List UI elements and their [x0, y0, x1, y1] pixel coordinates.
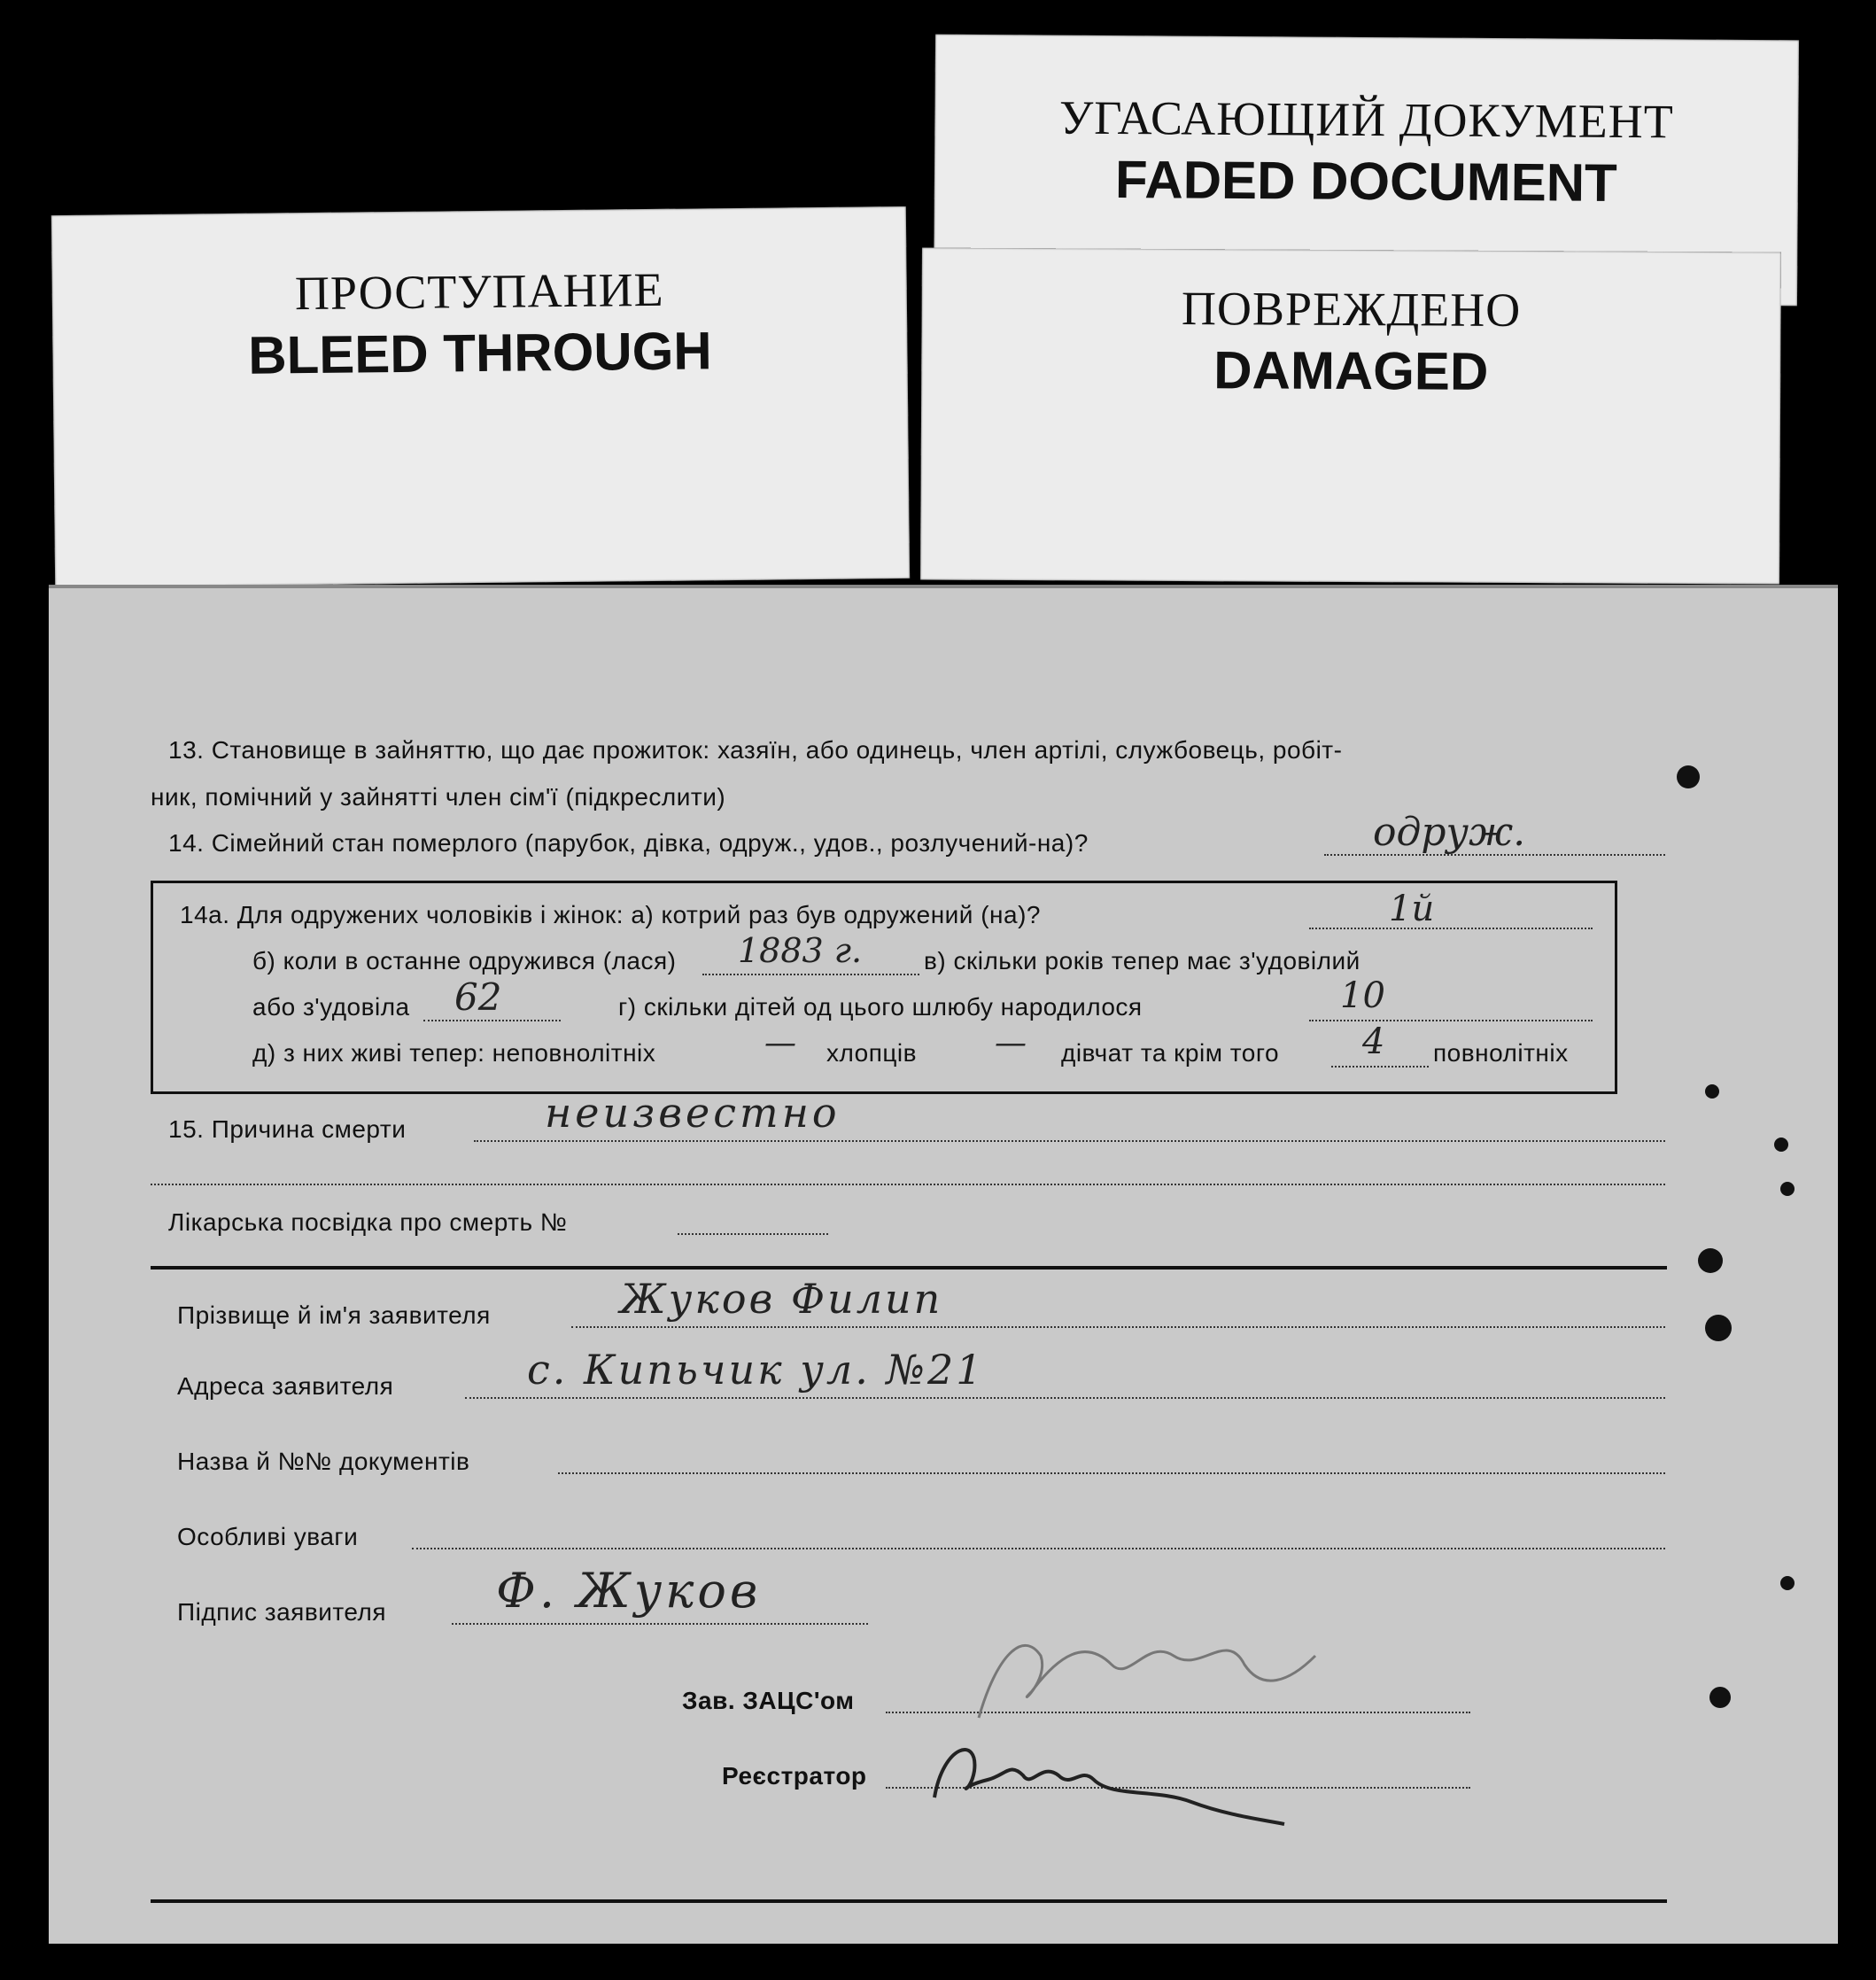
item-14a-box: [151, 881, 1617, 1094]
item-14-value: одруж.: [1373, 810, 1526, 855]
death-certificate-label: Лікарська посвідка про смерть №: [168, 1208, 568, 1236]
punch-hole: [1709, 1687, 1731, 1708]
damaged-label-en: DAMAGED: [1213, 340, 1489, 401]
documents-label: Назва й №№ документів: [177, 1448, 470, 1475]
item-14a-d-girls-label: дівчат та крім того: [1061, 1039, 1280, 1067]
applicant-address-value: с. Кипьчик ул. №21: [527, 1346, 985, 1394]
item-14a-b-value: 1883 г.: [738, 931, 863, 970]
head-of-registry-label: Зав. ЗАЦС'ом: [682, 1687, 855, 1714]
item-14a-a-label: 14а. Для одружених чоловіків і жінок: а) котрий раз був одружений (на)?: [180, 901, 1041, 928]
applicant-name-label: Прізвище й ім'я заявителя: [177, 1301, 491, 1329]
applicant-signature-field[interactable]: [452, 1623, 868, 1625]
notes-label: Особливі уваги: [177, 1523, 359, 1550]
head-signature-mark: [961, 1603, 1333, 1735]
item-14a-a-field[interactable]: [1309, 928, 1593, 929]
punch-hole: [1780, 1576, 1795, 1590]
applicant-address-label: Адреса заявителя: [177, 1372, 394, 1400]
item-14a-b-label: б) коли в останне одружився (лася): [252, 947, 677, 974]
section-divider: [151, 1266, 1667, 1270]
punch-hole: [1774, 1138, 1788, 1152]
punch-hole: [1705, 1315, 1732, 1341]
item-14a-d-adults-label: повнолітніх: [1433, 1039, 1569, 1067]
item-14a-v-label-2: або з'удовіла: [252, 993, 410, 1021]
item-13-line-2: ник, помічний у зайнятті член сім'ї (підкреслити): [151, 783, 726, 811]
notes-field[interactable]: [412, 1548, 1665, 1549]
punch-hole: [1677, 765, 1700, 788]
item-15-value: неизвестно: [545, 1089, 841, 1137]
applicant-signature-label: Підпис заявителя: [177, 1598, 387, 1626]
punch-hole: [1780, 1182, 1795, 1196]
damaged-label-ru: ПОВРЕЖДЕНО: [1181, 281, 1522, 338]
bleed-label-ru: ПРОСТУПАНИЕ: [294, 262, 664, 321]
item-14a-d-boys-value: —: [995, 1025, 1027, 1061]
applicant-name-value: Жуков Филип: [620, 1275, 943, 1323]
punch-hole: [1698, 1248, 1723, 1273]
item-15-field[interactable]: [474, 1140, 1665, 1142]
record-form-sheet: [49, 585, 1838, 1944]
item-14a-d-adults-field[interactable]: [1331, 1066, 1429, 1068]
damaged-label: [920, 247, 1781, 584]
registrar-signature-mark: [926, 1727, 1298, 1833]
punch-hole: [1705, 1084, 1719, 1099]
item-14a-v-value: 62: [454, 975, 502, 1019]
item-13-line-1: 13. Становище в зайняттю, що дає прожиток: хазяїн, або одинець, член артілі, службовець, робіт-: [168, 736, 1343, 764]
item-14a-a-value: 1й: [1389, 889, 1435, 929]
item-14a-g-label: г) скільки дітей од цього шлюбу народилося: [618, 993, 1143, 1021]
item-14a-d-minors-value: —: [764, 1025, 796, 1061]
documents-field[interactable]: [558, 1472, 1665, 1474]
registrar-label: Реєстратор: [722, 1762, 867, 1790]
item-14a-v-label: в) скільки років тепер має з'удовілий: [924, 947, 1360, 974]
item-15-label: 15. Причина смерти: [168, 1115, 407, 1143]
item-14a-v-field[interactable]: [423, 1020, 561, 1021]
item-14a-d-boys-label: хлопців: [826, 1039, 918, 1067]
death-certificate-field[interactable]: [678, 1233, 828, 1235]
item-15-field-continued[interactable]: [151, 1184, 1665, 1185]
bleed-label-en: BLEED THROUGH: [247, 321, 712, 385]
item-14a-b-field[interactable]: [702, 974, 919, 975]
applicant-signature-value: Ф. Жуков: [496, 1563, 762, 1619]
bottom-rule: [151, 1899, 1667, 1903]
item-14a-g-value: 10: [1340, 975, 1385, 1016]
faded-label-ru: УГАСАЮЩИЙ ДОКУМЕНТ: [1058, 90, 1674, 149]
applicant-name-field[interactable]: [571, 1326, 1665, 1328]
item-14a-d-label: д) з них живі тепер: неповнолітніх: [252, 1039, 656, 1067]
applicant-address-field[interactable]: [465, 1397, 1665, 1399]
item-14a-d-adults-value: 4: [1362, 1021, 1385, 1062]
faded-label-en: FADED DOCUMENT: [1114, 150, 1617, 213]
bleed-through-label: [51, 206, 910, 587]
item-14-label: 14. Сімейний стан померлого (парубок, дівка, одруж., удов., розлучений-на)?: [168, 829, 1089, 857]
item-14a-g-field[interactable]: [1309, 1020, 1593, 1021]
